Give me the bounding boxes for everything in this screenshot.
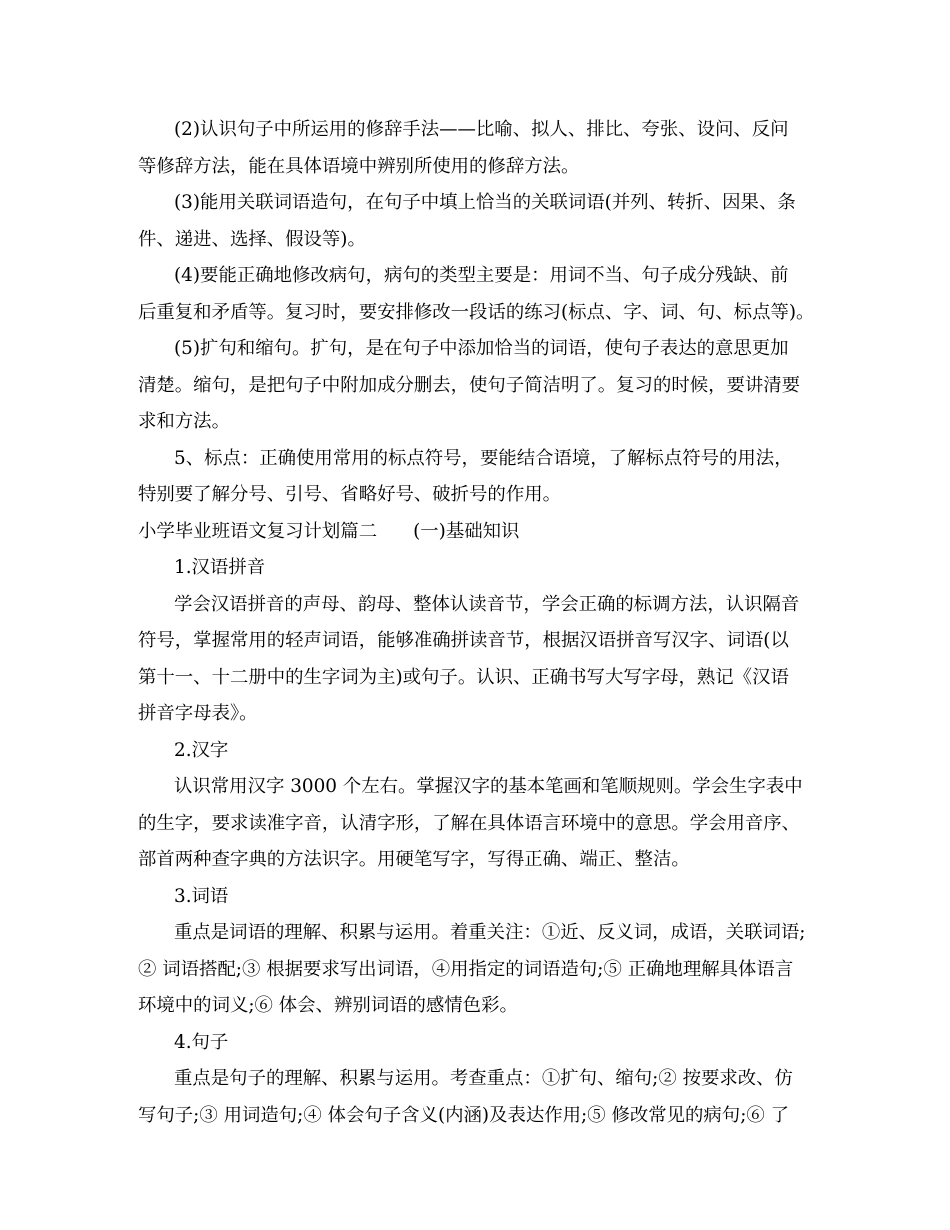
section-title-text: 小学毕业班语文复习计划篇二 — [138, 520, 378, 542]
text-line: 特别要了解分号、引号、省略好号、破折号的作用。 — [138, 484, 561, 505]
text-line: 重点是句子的理解、积累与运用。考查重点：①扩句、缩句;② 按要求改、仿 — [174, 1068, 793, 1089]
heading-pinyin: 1.汉语拼音 — [174, 557, 266, 578]
text-line: 后重复和矛盾等。复习时，要安排修改一段话的练习(标点、字、词、句、标点等)。 — [138, 301, 815, 323]
paragraph-pinyin — [138, 587, 818, 733]
text-line: 清楚。缩句，是把句子中附加成分删去，使句子简洁明了。复习的时候，要讲清要 — [138, 374, 801, 396]
paragraph-hanzi — [138, 769, 818, 879]
text-line: 求和方法。 — [138, 411, 230, 432]
text-line: 的生字，要求读准字音，认清字形，了解在具体语言环境中的意思。学会用音序、 — [138, 812, 801, 834]
heading-juzi: 4.句子 — [174, 1031, 229, 1053]
text-line: 写句子;③ 用词造句;④ 体会句子含义(内涵)及表达作用;⑤ 修改常见的病句;⑥ 了 — [138, 1104, 790, 1126]
paragraph-conjunctions — [138, 185, 818, 258]
text-line: 学会汉语拼音的声母、韵母、整体认读音节，学会正确的标调方法，认识隔音 — [174, 593, 800, 615]
paragraph-ciyu — [138, 915, 818, 1025]
text-line: 环境中的词义;⑥ 体会、辨别词语的感情色彩。 — [138, 995, 518, 1016]
text-line: 等修辞方法，能在具体语境中辨别所使用的修辞方法。 — [138, 155, 580, 177]
text-line: (3)能用关联词语造句，在句子中填上恰当的关联词语(并列、转折、因果、条 — [174, 192, 796, 213]
text-line: 拼音字母表》。 — [138, 703, 258, 724]
paragraph-rhetoric — [138, 112, 818, 185]
text-line: 部首两种查字典的方法识字。用硬笔写字，写得正确、端正、整洁。 — [138, 849, 690, 870]
section-subtitle: (一)基础知识 — [413, 520, 520, 542]
text-line: 符号，掌握常用的轻声词语，能够准确拼读音节，根据汉语拼音写汉字、词语(以 — [138, 630, 789, 651]
section-title — [138, 514, 818, 551]
paragraph-punctuation — [138, 441, 818, 514]
document-body — [138, 112, 818, 1134]
text-line: (4)要能正确地修改病句，病句的类型主要是：用词不当、句子成分残缺、前 — [174, 265, 789, 286]
text-line: ② 词语搭配;③ 根据要求写出词语，④用指定的词语造句;⑤ 正确地理解具体语言 — [138, 958, 794, 980]
text-line: 件、递进、选择、假设等)。 — [138, 228, 366, 250]
text-line: 第十一、十二册中的生字词为主)或句子。认识、正确书写大写字母，熟记《汉语 — [138, 666, 789, 688]
heading-ciyu: 3.词语 — [174, 885, 229, 907]
text-line: (2)认识句子中所运用的修辞手法——比喻、拟人、排比、夸张、设问、反问 — [174, 119, 789, 140]
paragraph-sick-sentences — [138, 258, 818, 331]
text-line: 认识常用汉字 3000 个左右。掌握汉字的基本笔画和笔顺规则。学会生字表中 — [174, 776, 803, 797]
text-line: 重点是词语的理解、积累与运用。着重关注：①近、反义词，成语，关联词语; — [174, 922, 806, 943]
heading-hanzi: 2.汉字 — [174, 739, 229, 761]
text-line: (5)扩句和缩句。扩句，是在句子中添加恰当的词语，使句子表达的意思更加 — [174, 338, 789, 359]
paragraph-juzi — [138, 1061, 818, 1134]
text-line: 5、标点：正确使用常用的标点符号，要能结合语境，了解标点符号的用法， — [174, 447, 793, 469]
paragraph-expand-shrink — [138, 331, 818, 441]
